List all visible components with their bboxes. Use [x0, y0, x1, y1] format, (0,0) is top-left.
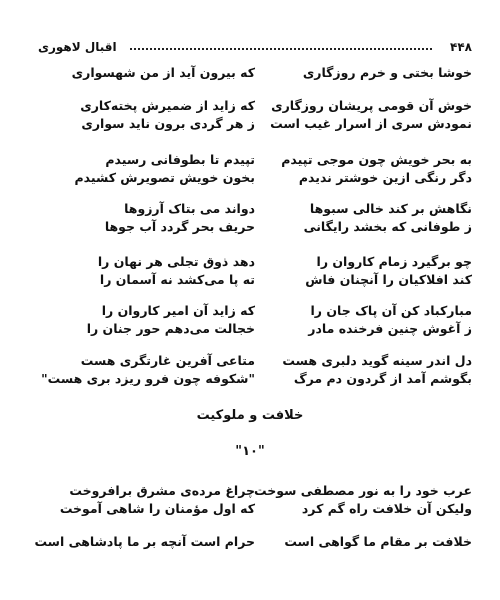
verse-right-hemistich: نمودش سری از اسرار غیب است	[270, 116, 472, 131]
verse-left-hemistich: که بیرون آید از من شهسواری	[71, 65, 255, 80]
verse-left-hemistich: که زاید آن امیر کاروان را	[101, 303, 255, 318]
section-number: "۱۰"	[235, 444, 265, 459]
verse-left-hemistich: خجالت می‌دهم حور جنان را	[86, 321, 255, 336]
verse-right-hemistich: خلافت بر مقام ما گواهی است	[284, 534, 472, 549]
verse-right-hemistich: ز طوفانی که بخشد رایگانی	[303, 219, 472, 234]
verse-left-hemistich: بخون خویش تصویرش کشیدم	[74, 170, 255, 185]
header-dot-leader	[130, 48, 432, 50]
page-header	[38, 40, 472, 58]
verse-left-hemistich: حریف بحر گردد آب جوها	[104, 219, 255, 234]
verse-left-hemistich: حرام است آنچه بر ما پادشاهی است	[34, 534, 255, 549]
verse-right-hemistich: به بحر خویش چون موجی تپیدم	[281, 152, 472, 167]
verse-right-hemistich: کند افلاکیان را آنچنان فاش	[305, 272, 472, 287]
verse-right-hemistich: چو برگیرد زمام کاروان را	[316, 254, 472, 269]
verse-right-hemistich: عرب خود را به نور مصطفی سوخت	[254, 483, 472, 498]
section-title: خلافت و ملوکیت	[196, 408, 304, 423]
verse-right-hemistich: مبارکباد کن آن پاک جان را	[310, 303, 472, 318]
verse-left-hemistich: دواند می بتاک آرزوها	[124, 201, 255, 216]
verse-left-hemistich: چراغ مرده‌ی مشرق برافروخت	[69, 483, 255, 498]
verse-right-hemistich: خوش آن قومی پریشان روزگاری	[271, 98, 472, 113]
verse-left-hemistich: که زاید از ضمیرش پخته‌کاری	[80, 98, 255, 113]
verse-right-hemistich: دگر رنگی ازین خوشتر ندیدم	[298, 170, 472, 185]
verse-left-hemistich: که اول مؤمنان را شاهی آموخت	[59, 501, 255, 516]
verse-left-hemistich: تپیدم تا بطوفانی رسیدم	[105, 152, 255, 167]
verse-right-hemistich: ز آغوش چنین فرخنده مادر	[308, 321, 472, 336]
verse-left-hemistich: دهد ذوق تجلی هر نهان را	[97, 254, 255, 269]
running-title: اقبال لاهوری	[38, 40, 117, 54]
verse-left-hemistich: ته پا می‌کشد نه آسمان را	[99, 272, 255, 287]
verse-left-hemistich: متاعی آفرین غارتگری هست	[80, 353, 255, 368]
verse-left-hemistich: ز هر گردی برون ناید سواری	[81, 116, 255, 131]
page-number: ۴۴۸	[450, 40, 472, 54]
verse-right-hemistich: دل اندر سینه گوید دلبری هست	[282, 353, 472, 368]
verse-right-hemistich: بگوشم آمد از گردون دم مرگ	[293, 371, 472, 386]
verse-left-hemistich: "شکوفه چون فرو ریزد بری هست"	[41, 371, 255, 386]
verse-right-hemistich: خوشا بختی و خرم روزگاری	[302, 65, 472, 80]
verse-right-hemistich: نگاهش بر کند خالی سبوها	[309, 201, 472, 216]
verse-right-hemistich: ولیکن آن خلافت راه گم کرد	[301, 501, 472, 516]
